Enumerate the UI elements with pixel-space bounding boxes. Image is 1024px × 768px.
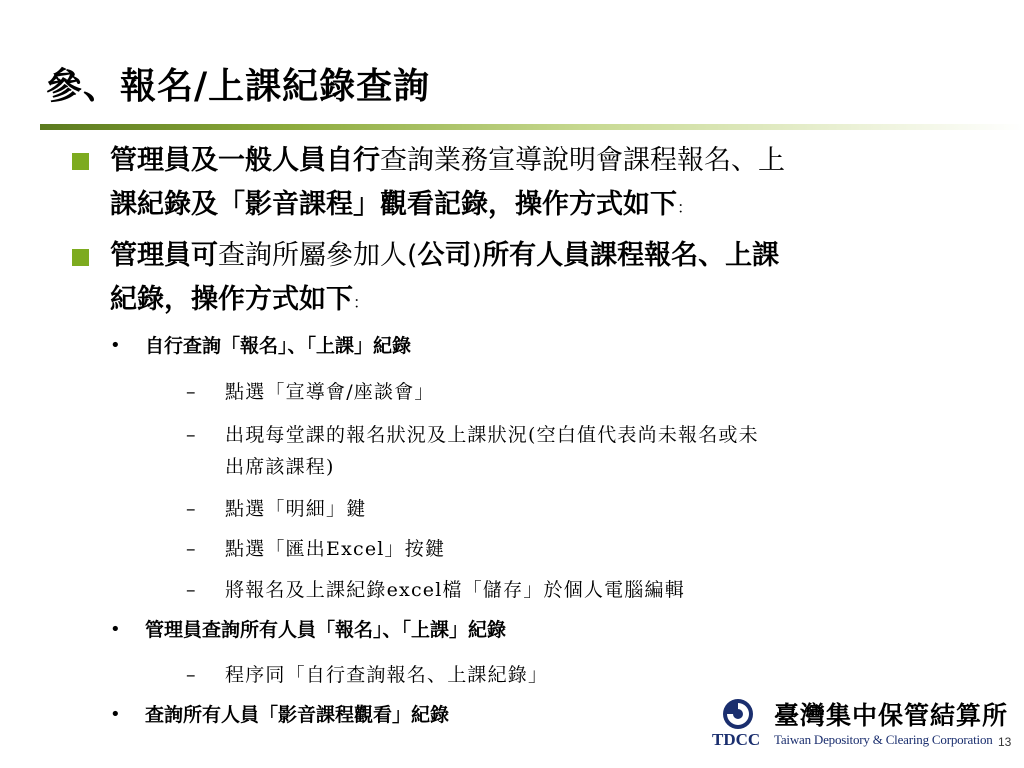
title-divider xyxy=(40,124,1024,130)
dot-bullet-icon: • xyxy=(110,335,121,356)
step-status-line-2: 出席該課程) xyxy=(225,456,335,478)
dash-bullet-icon: – xyxy=(186,424,196,446)
square-bullet-icon xyxy=(72,153,89,170)
bullet-1-line-1: 管理員及一般人員自行查詢業務宣導說明會課程報名、上 xyxy=(110,145,785,176)
step-status-line-1: 出現每堂課的報名狀況及上課狀況(空白值代表尚未報名或未 xyxy=(225,424,759,446)
step-select-seminar: 點選「宣導會/座談會」 xyxy=(225,381,435,403)
dash-bullet-icon: – xyxy=(186,498,196,520)
slide-title: 參、報名/上課紀錄查詢 xyxy=(46,65,431,107)
bullet-2 xyxy=(110,234,990,325)
dot-bullet-icon: • xyxy=(110,619,121,640)
tdcc-emblem-icon xyxy=(722,698,754,730)
subsection-label-admin-query: 管理員查詢所有人員「報名」、「上課」紀錄 xyxy=(145,619,507,641)
logo-abbreviation: TDCC xyxy=(712,730,761,749)
subsection-label-video-query: 查詢所有人員「影音課程觀看」紀錄 xyxy=(145,704,450,726)
bullet-1 xyxy=(110,139,990,230)
bullet-1-line-2: 課紀錄及「影音課程」觀看記錄，操作方式如下： xyxy=(110,189,694,220)
step-same-procedure: 程序同「自行查詢報名、上課紀錄」 xyxy=(225,664,549,686)
step-save-excel: 將報名及上課紀錄excel檔「儲存」於個人電腦編輯 xyxy=(225,579,685,601)
page-number: 13 xyxy=(998,735,1012,749)
logo-english-name: Taiwan Depository & Clearing Corporation xyxy=(774,732,993,747)
step-status-display xyxy=(225,419,995,483)
bullet-2-line-2: 紀錄，操作方式如下： xyxy=(110,284,370,315)
subsection-label-self-query: 自行查詢「報名」、「上課」紀錄 xyxy=(145,335,412,357)
step-export-excel: 點選「匯出Excel」按鍵 xyxy=(225,538,446,560)
bullet-2-line-1: 管理員可查詢所屬參加人(公司)所有人員課程報名、上課 xyxy=(110,240,780,271)
logo-chinese-name: 臺灣集中保管結算所 xyxy=(774,701,1009,730)
dash-bullet-icon: – xyxy=(186,664,196,686)
dash-bullet-icon: – xyxy=(186,538,196,560)
dot-bullet-icon: • xyxy=(110,704,121,725)
dash-bullet-icon: – xyxy=(186,381,196,403)
step-detail-button: 點選「明細」鍵 xyxy=(225,498,367,520)
square-bullet-icon xyxy=(72,249,89,266)
dash-bullet-icon: – xyxy=(186,579,196,601)
